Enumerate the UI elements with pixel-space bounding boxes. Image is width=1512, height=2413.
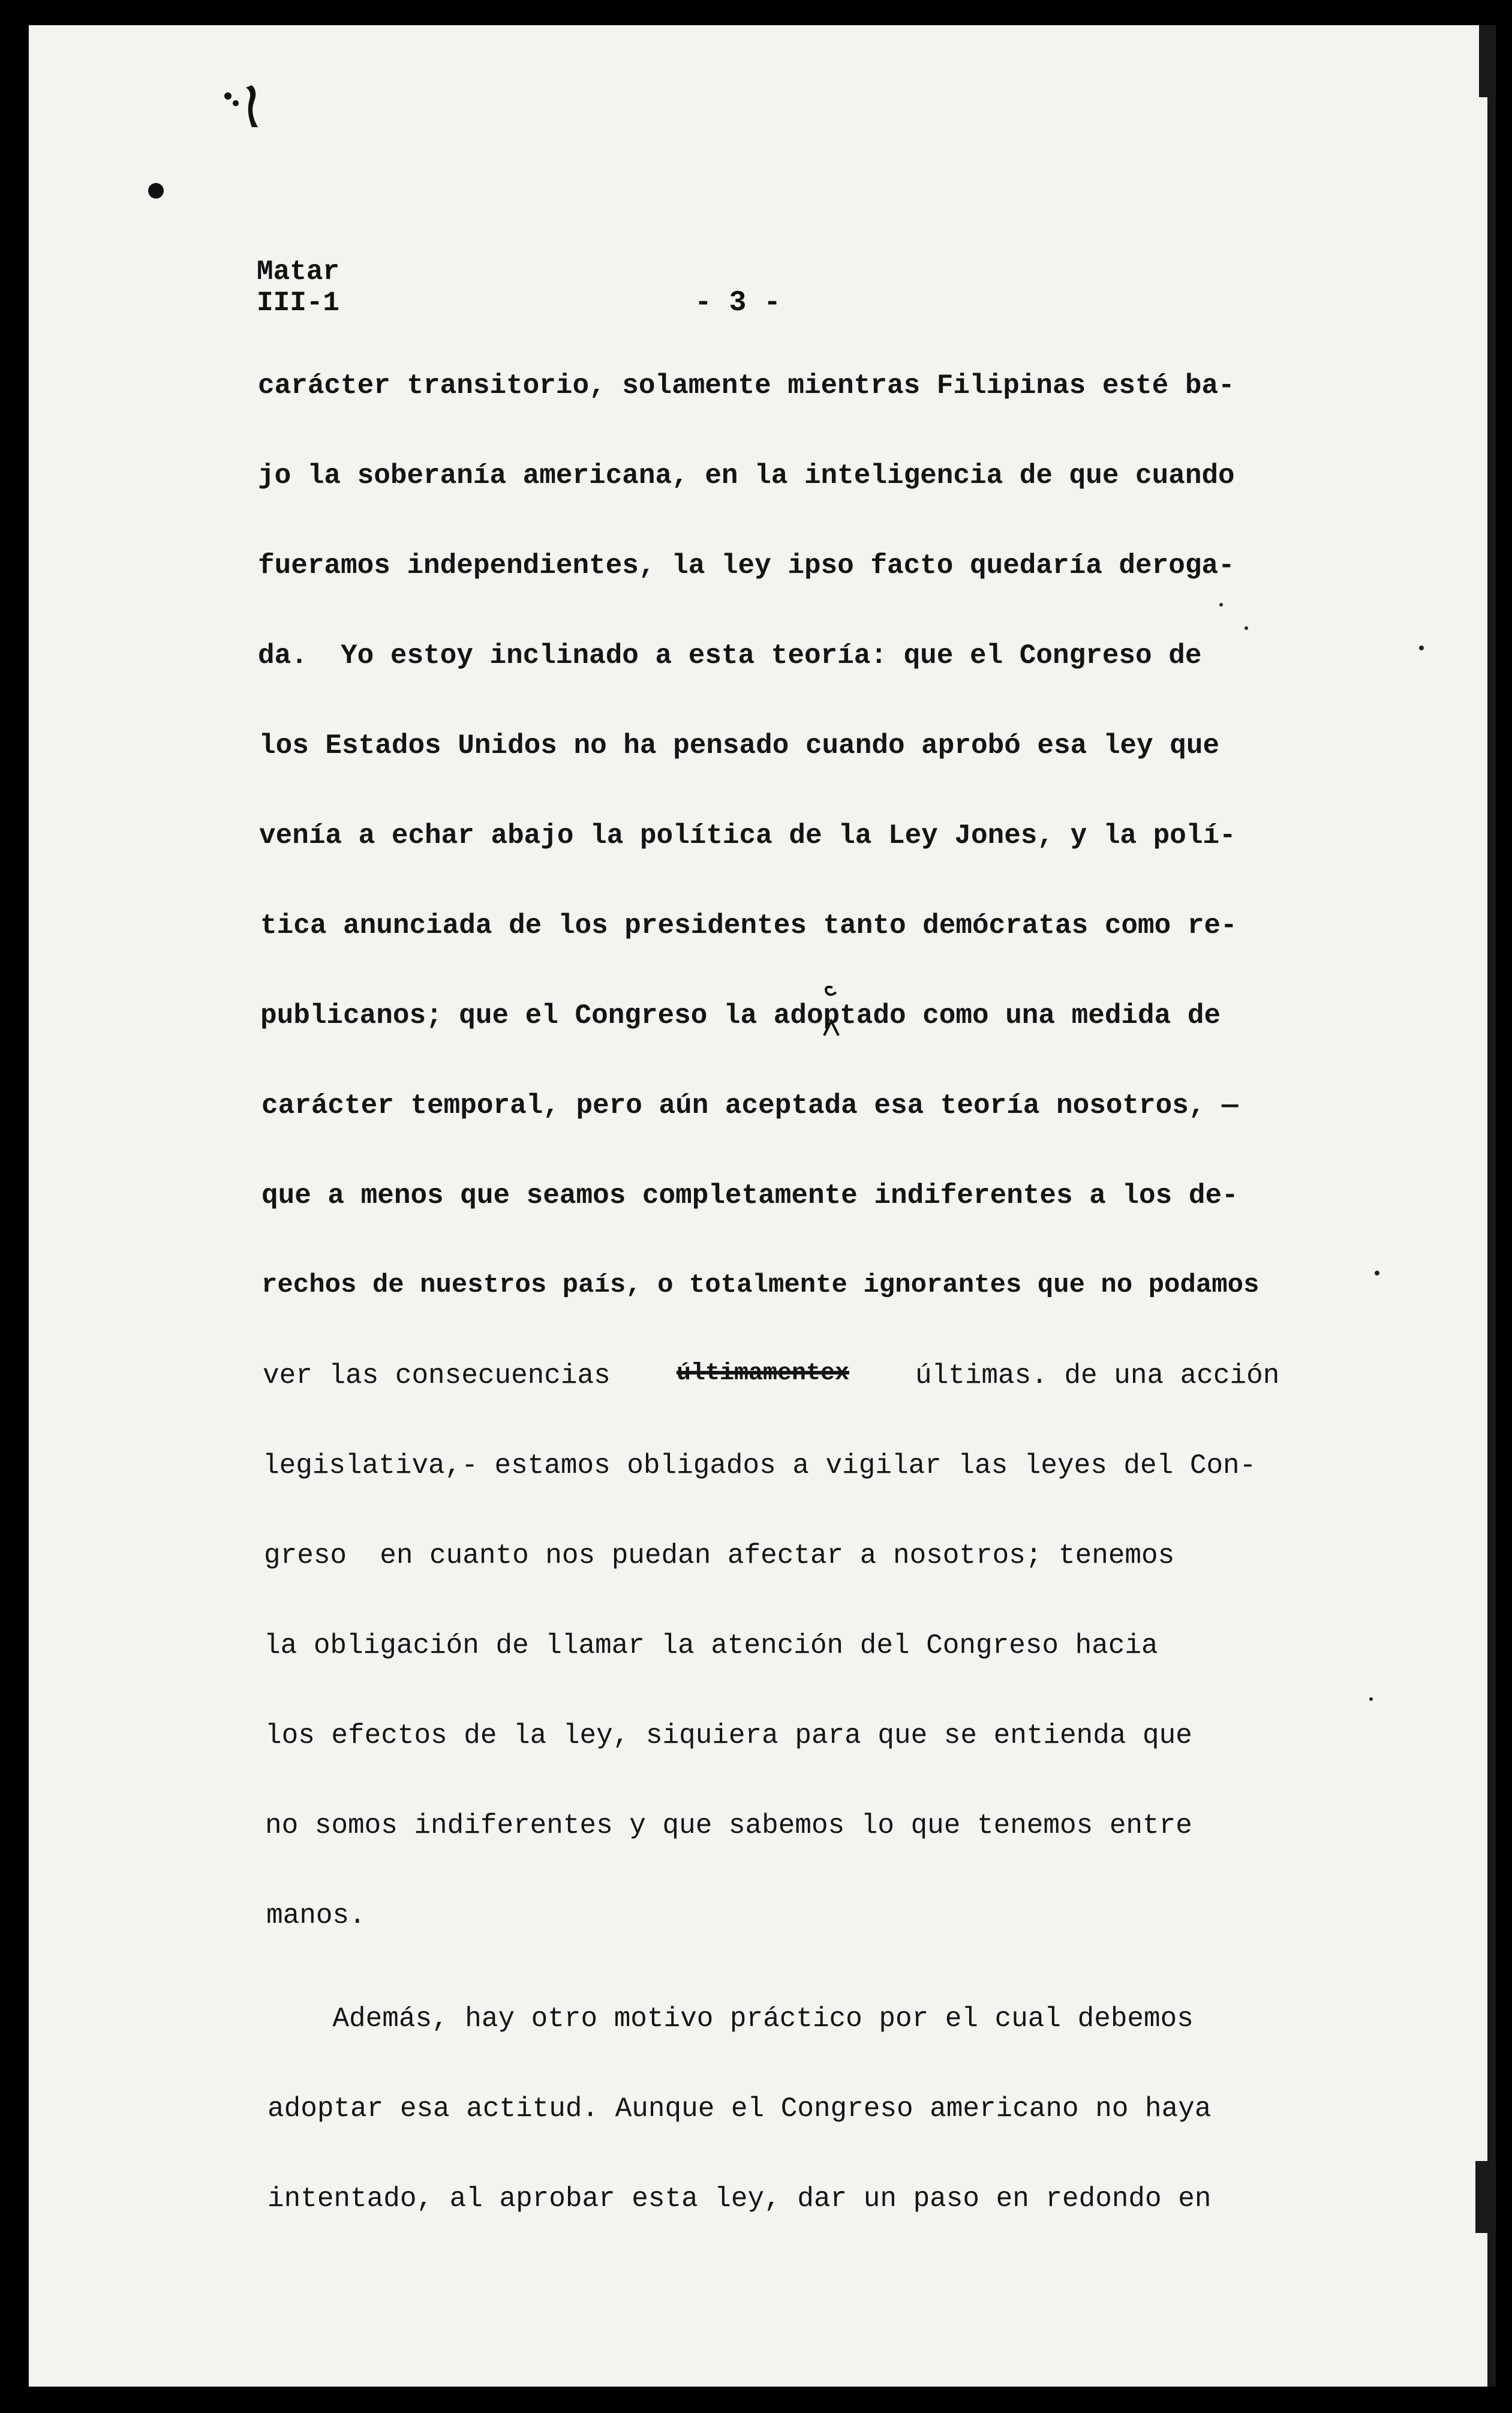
text-line: publicanos; que el Congreso la adoptado como una medida de — [260, 1000, 1221, 1031]
text-line: jo la soberanía americana, en la inteligencia de que cuando — [258, 460, 1235, 491]
text-line: rechos de nuestros país, o totalmente ignorantes que no podamos — [261, 1270, 1260, 1300]
text-line: carácter temporal, pero aún aceptada esa teoría nosotros, — — [261, 1090, 1239, 1121]
page-number: - 3 - — [695, 287, 781, 319]
text-line: legislativa,- estamos obligados a vigilar las leyes del Con- — [263, 1450, 1257, 1481]
text-line: los Estados Unidos no ha pensado cuando aprobó esa ley que — [259, 730, 1220, 761]
text-line: da. Yo estoy inclinado a esta teoría: que el Congreso de — [258, 640, 1202, 671]
text-line: que a menos que seamos completamente indiferentes a los de- — [261, 1180, 1239, 1211]
text-line: últimas. de una acción — [915, 1360, 1280, 1391]
text-line: ver las consecuencias — [263, 1360, 611, 1391]
text-line: fueramos independientes, la ley ipso facto quedaría deroga- — [258, 550, 1235, 581]
author-label: Matar — [257, 256, 340, 287]
text-line: la obligación de llamar la atención del Congreso hacia — [264, 1630, 1158, 1661]
text-line: tica anunciada de los presidentes tanto demócratas como re- — [260, 910, 1237, 941]
text-line: manos. — [266, 1900, 366, 1931]
text-line: venía a echar abajo la política de la Ley Jones, y la polí- — [259, 820, 1236, 851]
text-line: no somos indiferentes y que sabemos lo que tenemos entre — [265, 1810, 1192, 1841]
body-text — [29, 25, 1496, 2387]
text-line: Además, hay otro motivo práctico por el cual debemos — [266, 2003, 1194, 2034]
section-label: III-1 — [257, 287, 340, 319]
text-line: los efectos de la ley, siquiera para que se entienda que — [265, 1720, 1192, 1751]
struck-word: últimamentex — [677, 1360, 850, 1387]
text-line: greso en cuanto nos puedan afectar a nosotros; tenemos — [264, 1540, 1175, 1571]
document-page — [29, 25, 1496, 2387]
text-line: carácter transitorio, solamente mientras Filipinas esté ba- — [258, 370, 1235, 401]
text-line: intentado, al aprobar esta ley, dar un paso en redondo en — [267, 2183, 1212, 2214]
text-line: adoptar esa actitud. Aunque el Congreso americano no haya — [267, 2093, 1212, 2124]
